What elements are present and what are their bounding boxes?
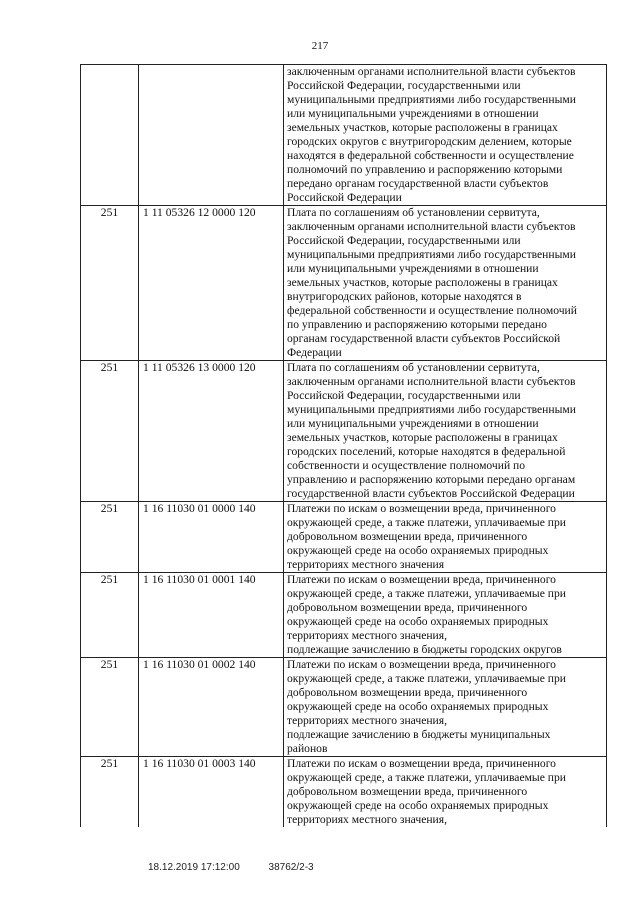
description-line: окружающей среде на особо охраняемых природных	[287, 700, 549, 713]
description-line: управлению и распоряжению которыми передано органам	[287, 473, 576, 486]
description-line: заключенным органами исполнительной власти субъектов	[287, 375, 576, 388]
description-line: Плата по соглашениям об установлении сервитута,	[287, 206, 540, 219]
description-line: окружающей среде, а также платежи, уплачиваемые при	[287, 516, 566, 529]
table-row	[81, 502, 607, 573]
description-line: городских округов с внутригородским делением, которые	[287, 135, 572, 148]
description-line: по управлению и распоряжению которыми передано	[287, 318, 547, 331]
page-number: 217	[311, 40, 329, 52]
budget-code-cell	[139, 65, 284, 206]
description-line: или муниципальными учреждениями в отношении	[287, 262, 539, 275]
description-line: передано органам государственной власти субъектов	[287, 177, 549, 190]
description-line: собственности и осуществление полномочий по	[287, 459, 526, 472]
description-line: подлежащие зачислению в бюджеты городских округов	[287, 643, 562, 656]
description-line: Российской Федерации, государственными или	[287, 389, 521, 402]
description-line: добровольном возмещении вреда, причиненного	[287, 686, 528, 699]
table-body	[81, 65, 607, 828]
description-line: или муниципальными учреждениями в отношении	[287, 417, 539, 430]
description-line: земельных участков, которые расположены в границах	[287, 276, 558, 289]
description-line: органам государственной власти субъектов Российской	[287, 332, 561, 345]
description-line: окружающей среде на особо охраняемых природных	[287, 615, 549, 628]
budget-classification-table	[80, 64, 607, 827]
description-line: территориях местного значения,	[287, 714, 447, 727]
table-row	[81, 757, 607, 828]
table-row	[81, 573, 607, 658]
description-line: районов	[287, 742, 328, 755]
description-line: добровольном возмещении вреда, причиненного	[287, 530, 528, 543]
budget-code-cell: 1 16 11030 01 0001 140	[139, 573, 284, 658]
budget-code-cell: 1 16 11030 01 0000 140	[139, 502, 284, 573]
description-line: добровольном возмещении вреда, причиненного	[287, 601, 528, 614]
description-line: городских поселений, которые находятся в федеральной	[287, 445, 566, 458]
admin-code-cell: 251	[81, 573, 139, 658]
description-line: окружающей среде на особо охраняемых природных	[287, 544, 549, 557]
description-line: Российской Федерации, государственными или	[287, 234, 521, 247]
description-line: территориях местного значения,	[287, 629, 447, 642]
table-row	[81, 65, 607, 206]
description-line: добровольном возмещении вреда, причиненного	[287, 785, 528, 798]
footer-document-code: 38762/2-3	[268, 862, 314, 873]
description-cell	[284, 502, 607, 573]
description-line: Платежи по искам о возмещении вреда, причиненного	[287, 658, 556, 671]
description-line: окружающей среде на особо охраняемых природных	[287, 799, 549, 812]
description-line: Российской Федерации	[287, 191, 402, 204]
table-row	[81, 206, 607, 361]
description-line: федеральной собственности и осуществление полномочий	[287, 304, 577, 317]
description-line: полномочий по управлению и распоряжению которыми	[287, 163, 563, 176]
description-cell	[284, 65, 607, 206]
description-line: внутригородских районов, которые находятся в	[287, 290, 522, 303]
description-cell	[284, 361, 607, 502]
description-line: заключенным органами исполнительной власти субъектов	[287, 220, 576, 233]
page-footer	[148, 862, 314, 873]
admin-code-cell: 251	[81, 502, 139, 573]
description-line: окружающей среде, а также платежи, уплачиваемые при	[287, 587, 566, 600]
description-cell	[284, 573, 607, 658]
admin-code-cell	[81, 65, 139, 206]
table-row	[81, 361, 607, 502]
description-line: окружающей среде, а также платежи, уплачиваемые при	[287, 672, 566, 685]
description-line: Платежи по искам о возмещении вреда, причиненного	[287, 502, 556, 515]
description-line: Платежи по искам о возмещении вреда, причиненного	[287, 757, 556, 770]
budget-code-cell: 1 16 11030 01 0002 140	[139, 658, 284, 757]
description-line: Федерации	[287, 346, 342, 359]
description-line: Платежи по искам о возмещении вреда, причиненного	[287, 573, 556, 586]
description-line: муниципальными предприятиями либо государственными	[287, 93, 576, 106]
budget-code-cell: 1 16 11030 01 0003 140	[139, 757, 284, 828]
description-line: подлежащие зачислению в бюджеты муниципальных	[287, 728, 551, 741]
description-line: земельных участков, которые расположены в границах	[287, 121, 558, 134]
description-line: заключенным органами исполнительной власти субъектов	[287, 65, 576, 78]
description-line: или муниципальными учреждениями в отношении	[287, 107, 539, 120]
admin-code-cell: 251	[81, 361, 139, 502]
description-cell	[284, 658, 607, 757]
description-line: окружающей среде, а также платежи, уплачиваемые при	[287, 771, 566, 784]
description-line: государственной власти субъектов Российской Федерации	[287, 487, 575, 500]
footer-timestamp: 18.12.2019 17:12:00	[148, 862, 240, 873]
description-line: земельных участков, которые расположены в границах	[287, 431, 558, 444]
admin-code-cell: 251	[81, 658, 139, 757]
description-cell	[284, 757, 607, 828]
budget-code-cell: 1 11 05326 12 0000 120	[139, 206, 284, 361]
description-line: территориях местного значения	[287, 558, 445, 571]
description-line: находятся в федеральной собственности и осуществление	[287, 149, 574, 162]
admin-code-cell: 251	[81, 757, 139, 828]
description-line: муниципальными предприятиями либо государственными	[287, 403, 576, 416]
description-cell	[284, 206, 607, 361]
description-line: Российской Федерации, государственными или	[287, 79, 521, 92]
description-line: Плата по соглашениям об установлении сервитута,	[287, 361, 540, 374]
description-line: муниципальными предприятиями либо государственными	[287, 248, 576, 261]
description-line: территориях местного значения,	[287, 813, 447, 826]
table-row	[81, 658, 607, 757]
budget-code-cell: 1 11 05326 13 0000 120	[139, 361, 284, 502]
admin-code-cell: 251	[81, 206, 139, 361]
